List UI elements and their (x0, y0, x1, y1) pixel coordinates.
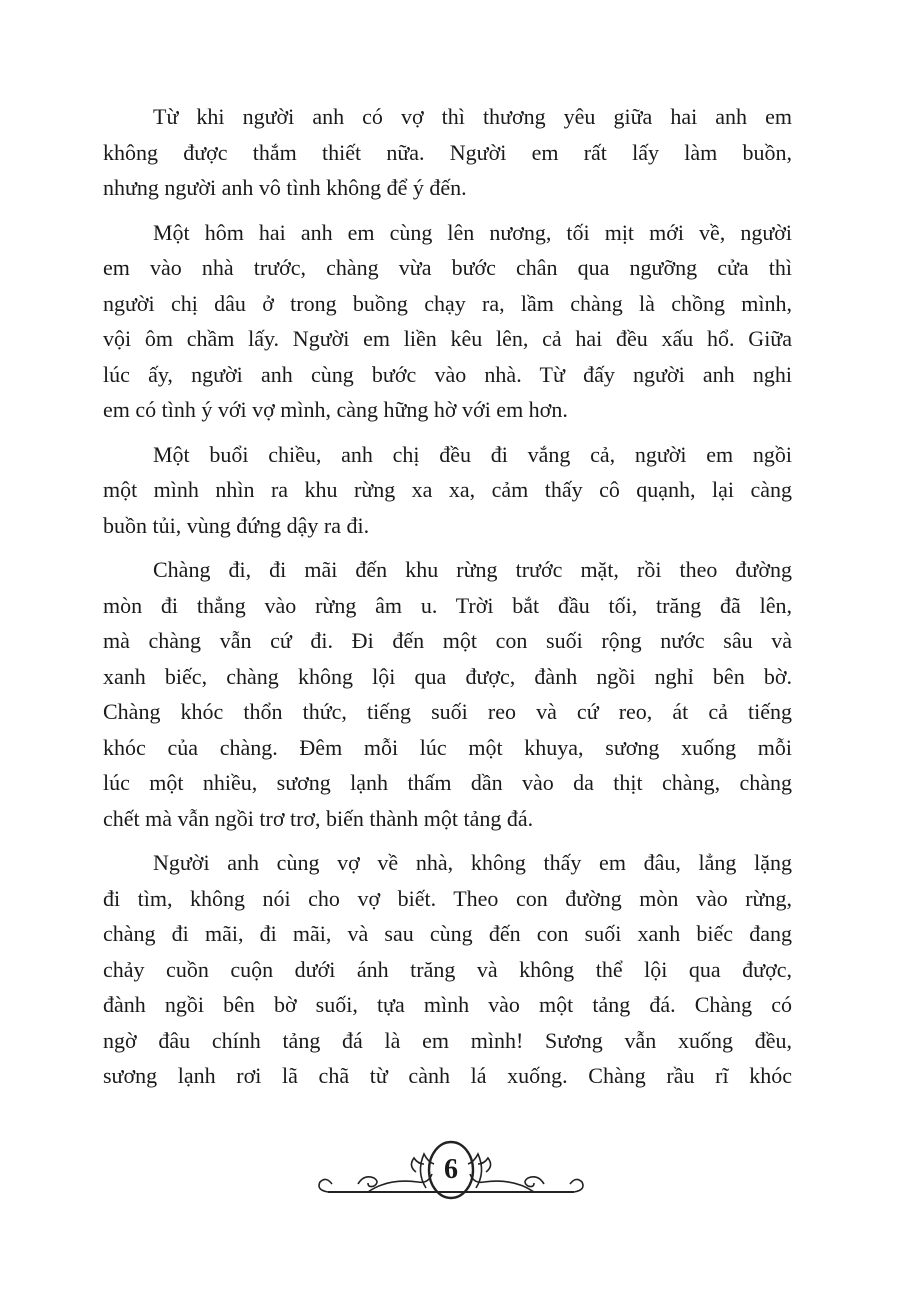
text-line: vội ôm chầm lấy. Người em liền kêu lên, cả hai đều xấu hổ. Giữa (103, 326, 792, 351)
text-line: ngờ đâu chính tảng đá là em mình! Sương vẫn xuống đều, (103, 1027, 792, 1053)
page-number: 6 (444, 1154, 458, 1185)
text-line: sương lạnh rơi lã chã từ cành lá xuống. Chàng rầu rĩ khóc (103, 1063, 792, 1088)
text-line: chết mà vẫn ngồi trơ trơ, biến thành một tảng đá. (103, 805, 534, 831)
text-line: Chàng đi, đi mãi đến khu rừng trước mặt, rồi theo đường (153, 557, 792, 582)
text-line: nhưng người anh vô tình không để ý đến. (103, 175, 467, 200)
text-line: chảy cuồn cuộn dưới ánh trăng và không thể lội qua được, (103, 956, 792, 982)
paragraph (103, 215, 792, 428)
text-line: Người anh cùng vợ về nhà, không thấy em đâu, lẳng lặng (153, 850, 792, 875)
text-line: em vào nhà trước, chàng vừa bước chân qua ngưỡng cửa thì (103, 255, 792, 280)
text-line: buồn tủi, vùng đứng dậy ra đi. (103, 512, 370, 538)
text-line: Chàng khóc thổn thức, tiếng suối reo và cứ reo, át cả tiếng (103, 699, 792, 724)
body-text (103, 99, 792, 1103)
text-line: đi tìm, không nói cho vợ biết. Theo con đường mòn vào rừng, (103, 885, 792, 911)
text-line: xanh biếc, chàng không lội qua được, đành ngồi nghỉ bên bờ. (103, 663, 792, 689)
page-number-ornament (308, 1138, 594, 1208)
paragraph (103, 845, 792, 1094)
text-line: người chị dâu ở trong buồng chạy ra, lầm chàng là chồng mình, (103, 290, 792, 316)
text-line: Một buổi chiều, anh chị đều đi vắng cả, người em ngồi (153, 441, 792, 467)
paragraph (103, 437, 792, 544)
text-line: không được thắm thiết nữa. Người em rất lấy làm buồn, (103, 139, 792, 165)
text-line: Từ khi người anh có vợ thì thương yêu giữa hai anh em (153, 104, 792, 129)
paragraph (103, 552, 792, 836)
text-line: Một hôm hai anh em cùng lên nương, tối mịt mới về, người (153, 219, 792, 245)
text-line: lúc ấy, người anh cùng bước vào nhà. Từ đấy người anh nghi (103, 361, 792, 387)
text-line: chàng đi mãi, đi mãi, và sau cùng đến con suối xanh biếc đang (103, 921, 792, 946)
text-line: mà chàng vẫn cứ đi. Đi đến một con suối rộng nước sâu và (103, 628, 792, 653)
text-line: khóc của chàng. Đêm mỗi lúc một khuya, sương xuống mỗi (103, 734, 792, 760)
paragraph (103, 99, 792, 206)
text-line: đành ngồi bên bờ suối, tựa mình vào một tảng đá. Chàng có (103, 992, 792, 1017)
text-line: em có tình ý với vợ mình, càng hững hờ với em hơn. (103, 397, 568, 422)
text-line: một mình nhìn ra khu rừng xa xa, cảm thấy cô quạnh, lại càng (103, 477, 792, 502)
text-line: mòn đi thẳng vào rừng âm u. Trời bắt đầu tối, trăng đã lên, (103, 592, 792, 618)
text-line: lúc một nhiều, sương lạnh thấm dần vào da thịt chàng, chàng (103, 770, 792, 795)
